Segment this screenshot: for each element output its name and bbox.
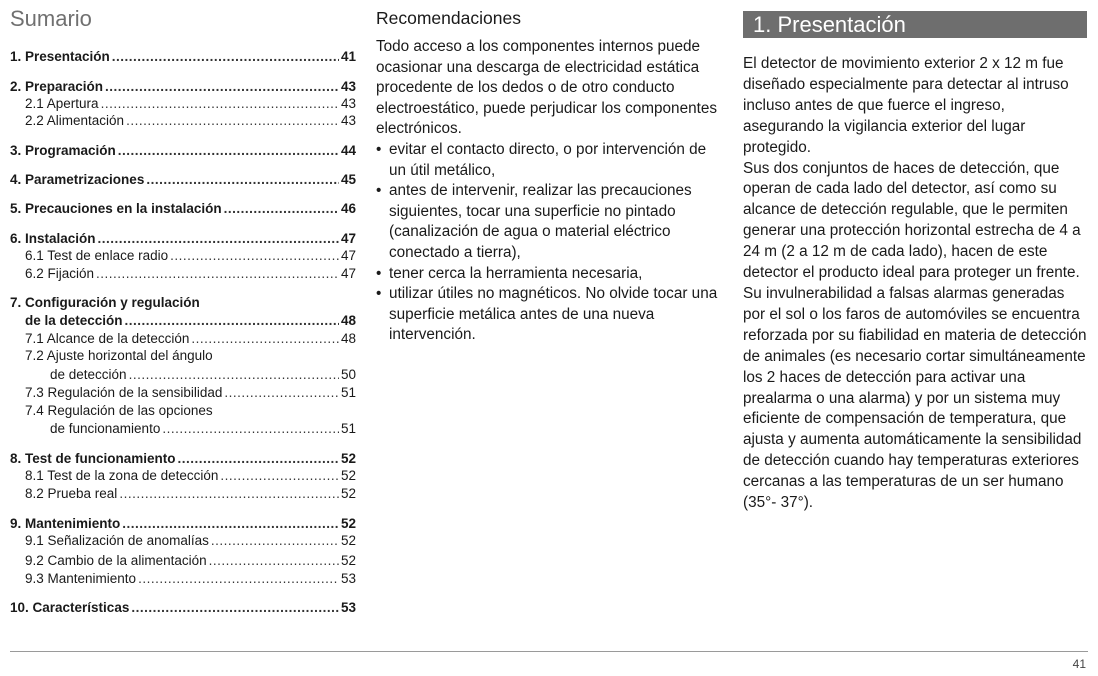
recommendations-title: Recomendaciones	[376, 8, 521, 28]
toc-page: 52	[340, 516, 356, 531]
toc-page: 43	[340, 96, 356, 111]
toc-label: 9.1 Señalización de anomalías	[25, 533, 209, 548]
toc-label: 8. Test de funcionamiento	[10, 451, 176, 466]
toc-entry[interactable]	[10, 515, 356, 533]
toc-leader	[125, 312, 339, 330]
toc-label: 8.2 Prueba real	[25, 486, 118, 501]
toc-page: 50	[340, 367, 356, 382]
toc-label: 6. Instalación	[10, 231, 96, 246]
toc-leader	[119, 485, 339, 503]
toc-entry[interactable]	[10, 230, 356, 248]
toc-page: 51	[340, 421, 356, 436]
paragraph: Su invulnerabilidad a falsas alarmas generadas por el sol o los faros de automóviles se encuentra reforzada por su fiabilidad en materia de detección de animales (es necesario cortar simultáneamente los 2 haces de detección para activar una prealarma o una alarma) y por un sistema muy eficiente de compensación de temperatura, que ajusta y aumenta automáticamente la sensibilidad de detección cuando hay temperaturas exteriores cercanas a las temperaturas de un ser humano (35°- 37°).	[743, 284, 1087, 512]
bullet-icon: •	[376, 182, 382, 200]
page-number: 41	[1072, 657, 1086, 671]
toc-page: 52	[340, 553, 356, 568]
toc-label: 10. Características	[10, 600, 130, 615]
presentation-body	[743, 54, 1088, 514]
toc-page: 53	[340, 571, 356, 586]
toc-subentry[interactable]	[25, 570, 356, 588]
toc-leader	[112, 48, 339, 66]
toc-label: 1. Presentación	[10, 49, 110, 64]
toc-entry[interactable]	[10, 78, 356, 96]
toc-page: 43	[340, 79, 356, 94]
toc-page: 47	[340, 231, 356, 246]
toc-leader	[105, 78, 339, 96]
toc-label: 6.1 Test de enlace radio	[25, 248, 169, 263]
toc-leader	[129, 366, 339, 384]
toc-label: 6.2 Fijación	[25, 266, 95, 281]
paragraph: Sus dos conjuntos de haces de detección, que operan de cada lado del detector, así como su alcance de detección regulable, que le permiten generar una protección horizontal estrecha de 4 a 24 m (2 a 12 m de cada lado), hacen de este detector el producto ideal para proteger un frente.	[743, 159, 1081, 282]
list-item	[376, 181, 721, 263]
toc-entry[interactable]	[25, 312, 356, 330]
toc-entry[interactable]	[10, 599, 356, 617]
toc-label: 9. Mantenimiento	[10, 516, 121, 531]
list-item	[376, 140, 721, 181]
toc-leader	[122, 515, 339, 533]
recommendations-intro: Todo acceso a los componentes internos puede ocasionar una descarga de electricidad estática procedente de los dedos o de otro conducto electroestático, puede perjudicar los componentes electrónicos.	[376, 38, 717, 138]
toc-page: 52	[340, 486, 356, 501]
toc-page: 41	[340, 49, 356, 64]
toc-entry[interactable]	[10, 142, 356, 160]
toc-leader	[209, 552, 339, 570]
toc-entry-heading[interactable]: 7. Configuración y regulación	[10, 295, 200, 310]
toc-entry[interactable]	[10, 171, 356, 189]
toc-entry[interactable]	[10, 200, 356, 218]
toc-page: 51	[340, 385, 356, 400]
toc-page: 46	[340, 201, 356, 216]
list-item-text: antes de intervenir, realizar las precauciones siguientes, tocar una superficie no pintado (canalización de agua o material eléctrico conectado a tierra),	[389, 182, 692, 261]
list-item-text: tener cerca la herramienta necesaria,	[389, 264, 643, 282]
list-item-text: utilizar útiles no magnéticos. No olvide tocar una superficie metálica antes de una nueva intervención.	[389, 285, 718, 344]
toc-leader	[224, 200, 339, 218]
toc-label: 5. Precauciones en la instalación	[10, 201, 222, 216]
recommendations-list	[376, 140, 721, 346]
recommendations-body	[376, 37, 721, 346]
toc-label: 9.3 Mantenimiento	[25, 571, 137, 586]
toc-page: 48	[340, 331, 356, 346]
toc-leader	[170, 247, 339, 265]
toc-leader	[96, 265, 339, 283]
footer-divider	[10, 651, 1088, 652]
toc-page: 47	[340, 248, 356, 263]
toc-subentry-heading[interactable]: 7.4 Regulación de las opciones	[25, 403, 213, 418]
toc-label: 2.2 Alimentación	[25, 113, 125, 128]
toc-entry[interactable]	[10, 450, 356, 468]
toc-page: 52	[340, 533, 356, 548]
toc-leader	[162, 420, 339, 438]
list-item	[376, 264, 721, 285]
toc-label: 4. Parametrizaciones	[10, 172, 145, 187]
toc-page: 45	[340, 172, 356, 187]
toc-subentry[interactable]	[25, 552, 356, 570]
bullet-icon: •	[376, 285, 382, 303]
toc-subentry[interactable]	[25, 112, 356, 130]
toc-page: 52	[340, 451, 356, 466]
toc-subentry-heading[interactable]: 7.2 Ajuste horizontal del ángulo	[25, 348, 213, 363]
toc-leader	[191, 330, 339, 348]
toc-page: 53	[340, 600, 356, 615]
toc-label: 2. Preparación	[10, 79, 104, 94]
toc-page: 43	[340, 113, 356, 128]
toc-leader	[126, 112, 339, 130]
toc-label: 7.3 Regulación de la sensibilidad	[25, 385, 223, 400]
bullet-icon: •	[376, 140, 382, 158]
toc-label: 2.1 Apertura	[25, 96, 99, 111]
list-item	[376, 284, 721, 346]
toc-page: 52	[340, 468, 356, 483]
toc-leader	[118, 142, 339, 160]
toc-subentry[interactable]	[50, 420, 356, 438]
toc-page: 48	[340, 313, 356, 328]
toc-subentry[interactable]	[25, 532, 356, 550]
toc-leader	[131, 599, 339, 617]
toc-leader	[146, 171, 339, 189]
toc-label: 9.2 Cambio de la alimentación	[25, 553, 207, 568]
toc-label: de funcionamiento	[50, 421, 161, 436]
toc-label: 7.1 Alcance de la detección	[25, 331, 190, 346]
toc-leader	[224, 384, 339, 402]
toc-leader	[101, 95, 339, 113]
toc-label: de detección	[50, 367, 127, 382]
toc-leader	[178, 450, 339, 468]
toc-subentry[interactable]	[25, 247, 356, 265]
section-title-banner: 1. Presentación	[743, 11, 1087, 38]
toc-leader	[138, 570, 339, 588]
toc-label: 8.1 Test de la zona de detección	[25, 468, 219, 483]
toc-subentry[interactable]	[25, 265, 356, 283]
list-item-text: evitar el contacto directo, o por intervención de un útil metálico,	[389, 140, 707, 179]
toc-subentry[interactable]	[25, 467, 356, 485]
toc-subentry[interactable]	[25, 485, 356, 503]
toc-subentry[interactable]	[25, 330, 356, 348]
bullet-icon: •	[376, 264, 382, 282]
toc-leader	[220, 467, 339, 485]
paragraph: El detector de movimiento exterior 2 x 12 m fue diseñado especialmente para detectar al intruso incluso antes de que fuerce el ingreso, asegurando la vigilancia exterior del lugar protegido.	[743, 55, 1069, 156]
toc-subentry[interactable]	[50, 366, 356, 384]
toc-leader	[98, 230, 339, 248]
toc-page: 44	[340, 143, 356, 158]
toc-label: 3. Programación	[10, 143, 116, 158]
toc-entry[interactable]	[10, 48, 356, 66]
toc-subentry[interactable]	[25, 384, 356, 402]
toc-subentry[interactable]	[25, 95, 356, 113]
toc-page: 47	[340, 266, 356, 281]
toc-label: de la detección	[25, 313, 123, 328]
toc-title: Sumario	[10, 6, 92, 31]
toc-leader	[211, 532, 339, 550]
